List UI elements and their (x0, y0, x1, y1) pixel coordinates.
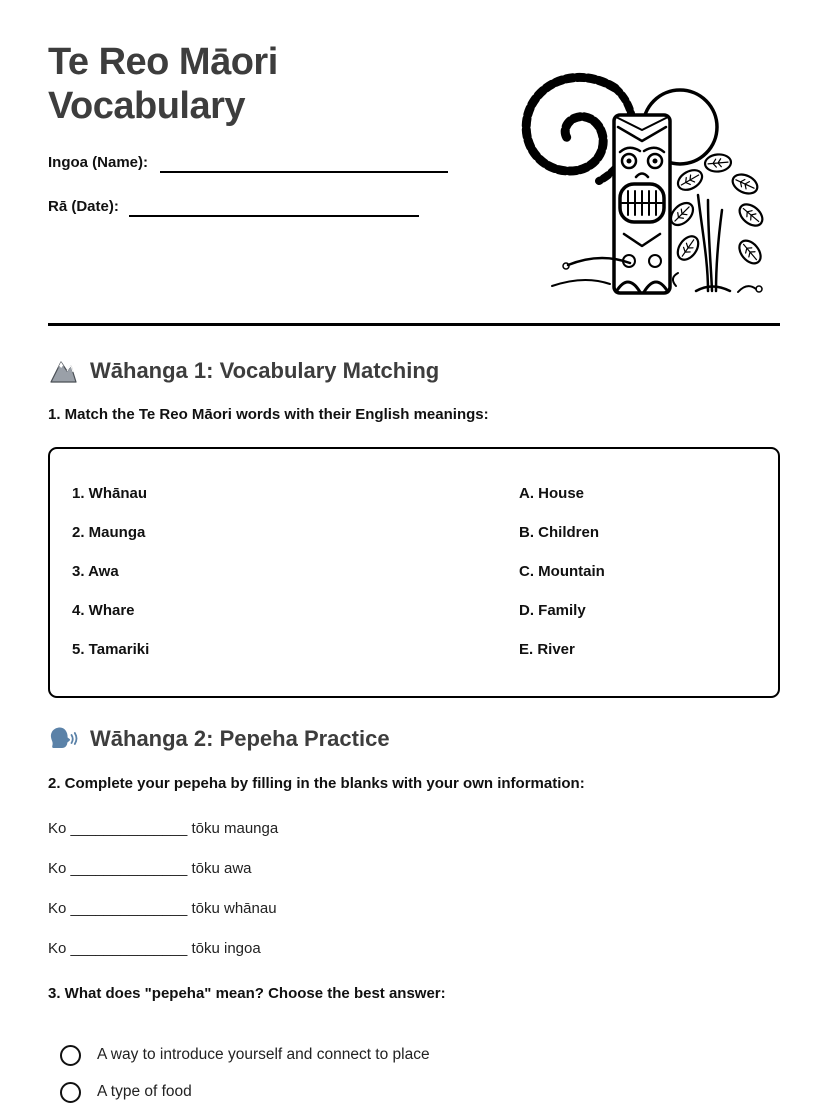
match-item-english: E. River (519, 641, 575, 658)
question-3: 3. What does "pepeha" mean? Choose the best answer: (48, 985, 446, 1002)
question-2: 2. Complete your pepeha by filling in the blanks with your own information: (48, 775, 585, 792)
speaking-head-icon (48, 726, 78, 752)
mountain-icon (48, 358, 78, 384)
match-item-english: C. Mountain (519, 563, 605, 580)
match-item-maori: 5. Tamariki (72, 641, 150, 658)
section-divider (48, 323, 780, 326)
pepeha-line-maunga[interactable]: Ko ______________ tōku maunga (48, 820, 279, 837)
date-input-line[interactable] (129, 201, 419, 217)
answer-option-2[interactable] (48, 1081, 780, 1103)
pepeha-line-whanau[interactable]: Ko ______________ tōku whānau (48, 900, 277, 917)
tiki-pole-icon (614, 115, 670, 293)
maori-words-column (72, 483, 519, 678)
section-1-heading (48, 358, 780, 384)
match-item-maori: 3. Awa (72, 563, 119, 580)
section-2-heading (48, 726, 780, 752)
maori-tiki-illustration (512, 60, 772, 300)
page-title-line1: Te Reo Māori (48, 41, 278, 83)
pepeha-line-awa[interactable]: Ko ______________ tōku awa (48, 860, 252, 877)
tree-icon (667, 153, 767, 291)
match-item-english: A. House (519, 485, 585, 502)
section-2-title: Wāhanga 2: Pepeha Practice (90, 726, 390, 751)
match-item-english: D. Family (519, 602, 586, 619)
name-input-line[interactable] (160, 157, 448, 173)
page-title-line2: Vocabulary (48, 85, 246, 127)
question-1: 1. Match the Te Reo Māori words with their English meanings: (48, 406, 489, 423)
match-item-english: B. Children (519, 524, 600, 541)
matching-box (48, 447, 780, 698)
match-item-maori: 4. Whare (72, 602, 135, 619)
radio-button[interactable] (60, 1045, 81, 1066)
matching-grid (72, 483, 778, 678)
match-item-maori: 2. Maunga (72, 524, 146, 541)
name-label: Ingoa (Name): (48, 154, 149, 171)
date-label: Rā (Date): (48, 198, 119, 215)
option-label: A type of food (97, 1083, 192, 1100)
match-item-maori: 1. Whānau (72, 485, 148, 502)
pepeha-line-ingoa[interactable]: Ko ______________ tōku ingoa (48, 940, 261, 957)
option-label: A way to introduce yourself and connect to place (97, 1046, 430, 1063)
english-meanings-column (519, 483, 778, 678)
section-1-title: Wāhanga 1: Vocabulary Matching (90, 358, 440, 383)
radio-button[interactable] (60, 1082, 81, 1103)
answer-option-1[interactable] (48, 1044, 780, 1066)
